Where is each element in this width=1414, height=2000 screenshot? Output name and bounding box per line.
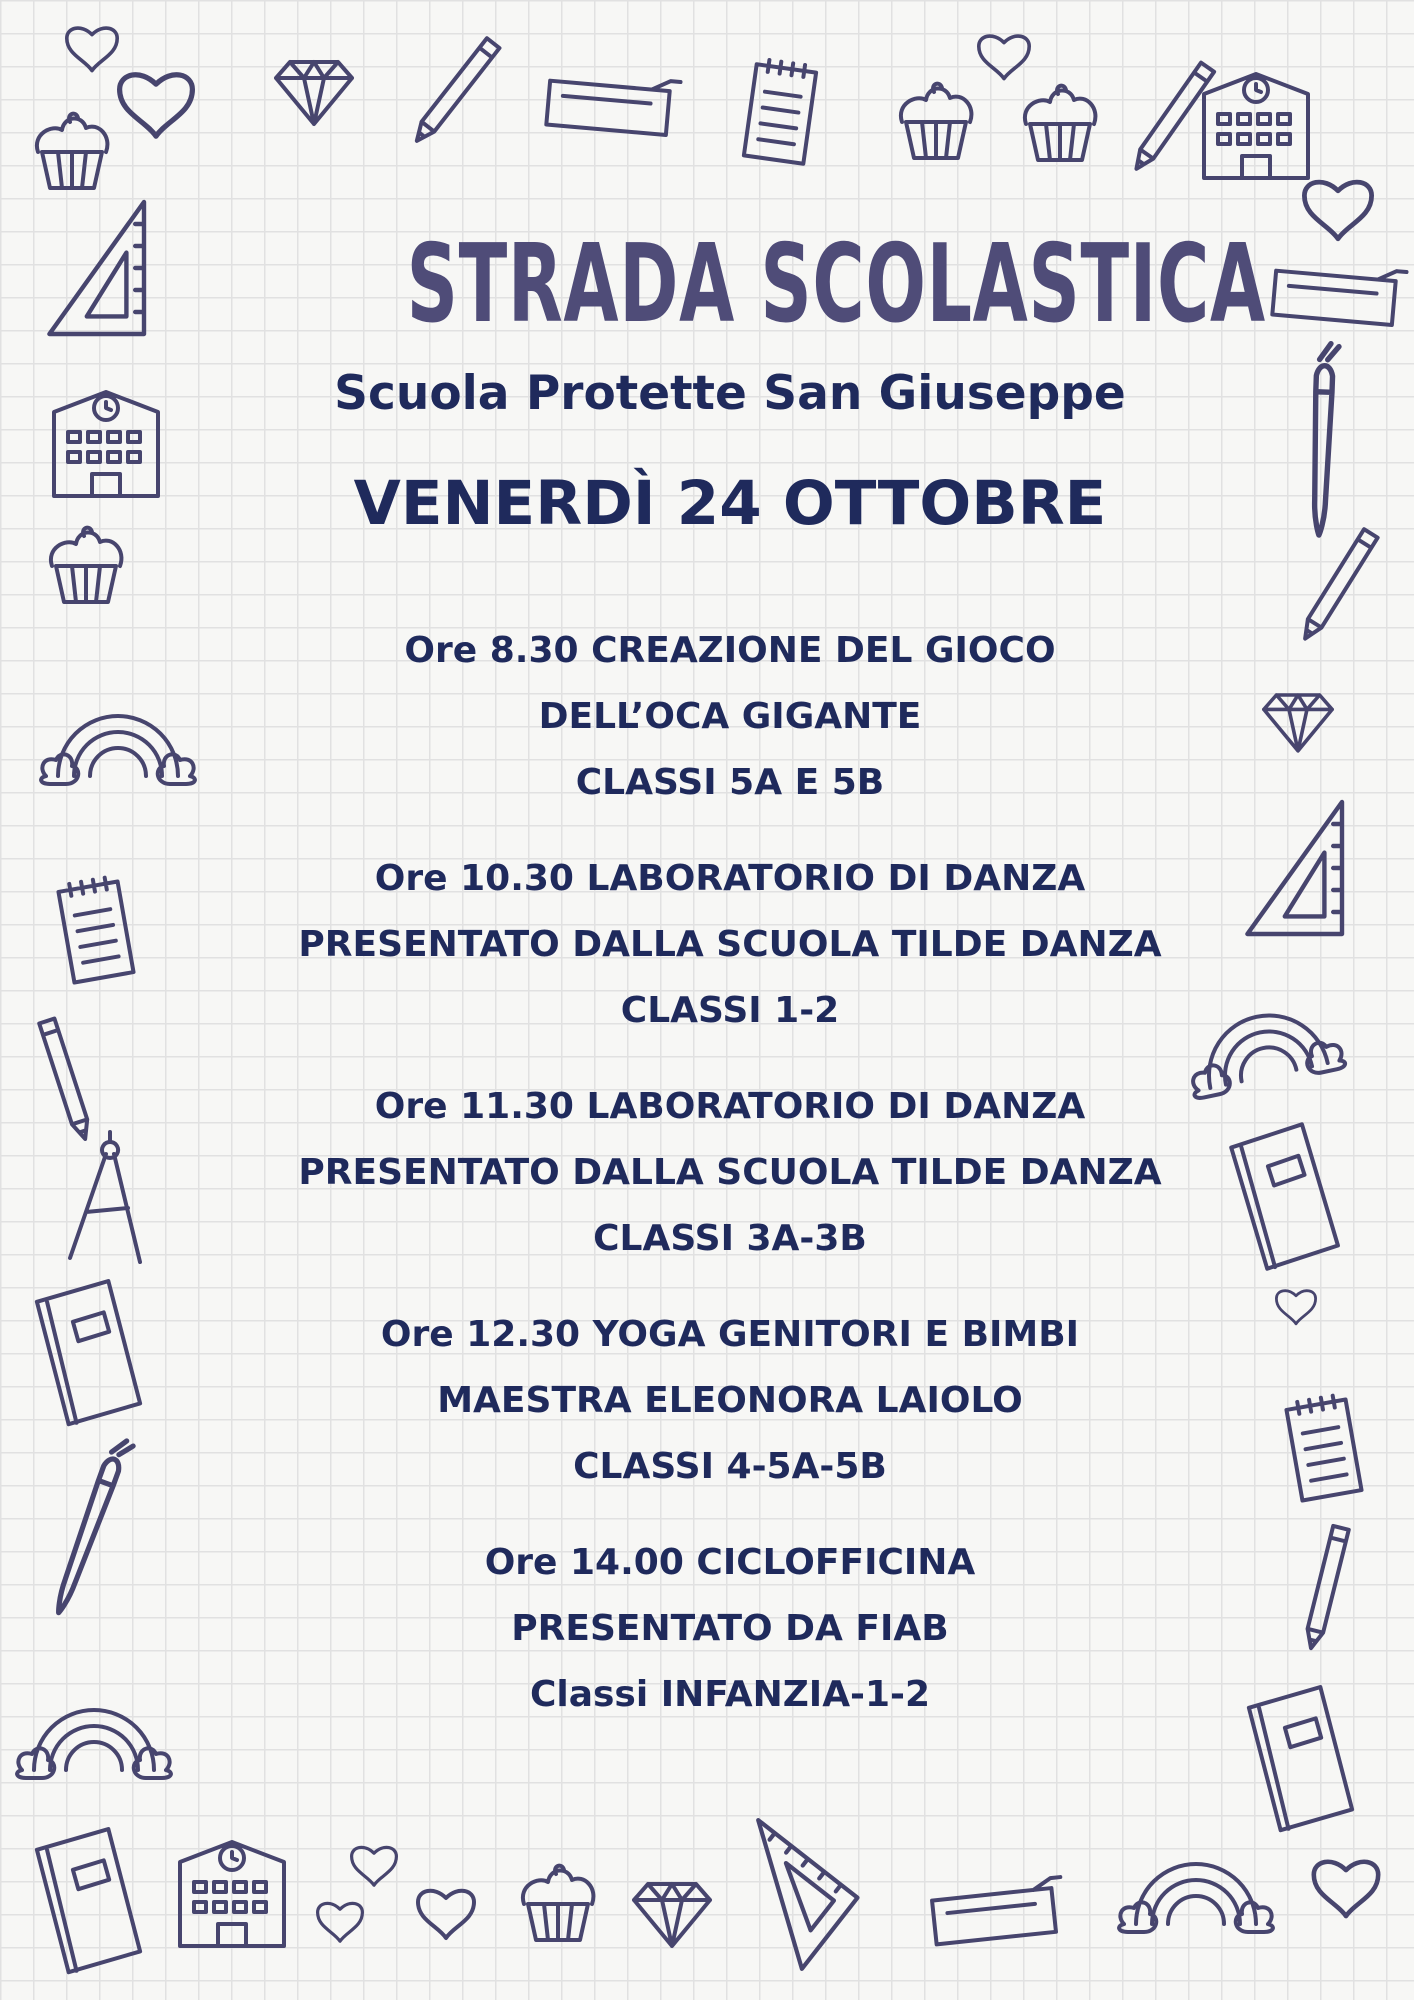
heart-icon bbox=[120, 75, 193, 136]
schedule-line-classes: Classi INFANZIA-1-2 bbox=[529, 1674, 931, 1715]
school-building-icon bbox=[180, 1842, 284, 1946]
notepad-icon bbox=[744, 58, 817, 163]
rainbow-icon bbox=[41, 716, 195, 784]
cupcake-icon bbox=[51, 528, 122, 602]
schedule-line-time-activity: Ore 11.30 LABORATORIO DI DANZA bbox=[374, 1086, 1086, 1127]
set-square-icon bbox=[1247, 802, 1342, 934]
pencil-case-icon bbox=[1272, 261, 1406, 326]
schedule-line-time-activity: Ore 12.30 YOGA GENITORI E BIMBI bbox=[380, 1314, 1080, 1355]
schedule-item bbox=[240, 846, 1220, 1044]
poster-title: STRADA SCOLASTICA bbox=[406, 222, 1266, 347]
school-building-icon bbox=[1204, 74, 1308, 178]
schedule-item bbox=[240, 1302, 1220, 1500]
schedule-item bbox=[240, 1530, 1220, 1728]
schedule-line-time-activity: Ore 14.00 CICLOFFICINA bbox=[484, 1542, 976, 1583]
schedule-line-classes: CLASSI 3A-3B bbox=[593, 1218, 867, 1259]
heart-icon bbox=[67, 28, 117, 71]
schedule-line-time-activity: Ore 8.30 CREAZIONE DEL GIOCO bbox=[404, 630, 1056, 671]
schedule-line-time-activity: Ore 10.30 LABORATORIO DI DANZA bbox=[374, 858, 1086, 899]
cupcake-icon bbox=[523, 1866, 594, 1940]
school-building-icon bbox=[54, 392, 158, 496]
set-square-icon bbox=[703, 1820, 858, 1969]
paintbrush-icon bbox=[51, 1436, 134, 1617]
paintbrush-icon bbox=[1311, 343, 1339, 535]
diamond-icon bbox=[634, 1884, 710, 1946]
pencil-icon bbox=[1130, 63, 1214, 174]
set-square-icon bbox=[49, 202, 144, 334]
pencil-case-icon bbox=[931, 1877, 1066, 1944]
schedule-item bbox=[240, 1074, 1220, 1272]
schedule-line-classes: CLASSI 5A E 5B bbox=[575, 762, 885, 803]
pencil-case-icon bbox=[546, 71, 680, 136]
schedule-line-detail: PRESENTATO DA FIAB bbox=[511, 1608, 949, 1649]
notebook-icon bbox=[35, 1279, 141, 1426]
cupcake-icon bbox=[1025, 86, 1096, 160]
notepad-icon bbox=[1285, 1394, 1361, 1501]
cupcake-icon bbox=[901, 84, 972, 158]
pencil-icon bbox=[1303, 1526, 1349, 1650]
rainbow-icon bbox=[17, 1710, 171, 1778]
notepad-icon bbox=[57, 876, 133, 983]
poster-content bbox=[240, 220, 1266, 1758]
notebook-icon bbox=[1247, 1685, 1353, 1832]
heart-icon bbox=[352, 1847, 397, 1885]
heart-icon bbox=[1314, 1862, 1378, 1916]
schedule bbox=[240, 618, 1220, 1728]
schedule-line-detail: PRESENTATO DALLA SCUOLA TILDE DANZA bbox=[298, 1152, 1162, 1193]
heart-icon bbox=[418, 1891, 474, 1938]
compass-icon bbox=[70, 1132, 140, 1262]
notebook-icon bbox=[35, 1827, 141, 1974]
rainbow-icon bbox=[1119, 1864, 1273, 1932]
schedule-item bbox=[240, 618, 1220, 816]
heart-icon bbox=[979, 36, 1029, 79]
pencil-icon bbox=[39, 1019, 93, 1142]
event-date: VENERDÌ 24 OTTOBRE bbox=[353, 468, 1107, 539]
notebook-icon bbox=[1230, 1122, 1340, 1271]
schedule-line-detail: PRESENTATO DALLA SCUOLA TILDE DANZA bbox=[298, 924, 1162, 965]
schedule-line-classes: CLASSI 4-5A-5B bbox=[573, 1446, 887, 1487]
schedule-line-detail: DELL’OCA GIGANTE bbox=[538, 696, 922, 737]
heart-icon bbox=[1304, 182, 1371, 239]
heart-icon bbox=[318, 1903, 363, 1941]
pencil-icon bbox=[411, 38, 500, 146]
schedule-line-classes: CLASSI 1-2 bbox=[620, 990, 840, 1031]
cupcake-icon bbox=[37, 114, 108, 188]
school-name: Scuola Protette San Giuseppe bbox=[334, 366, 1126, 421]
pencil-icon bbox=[1298, 529, 1377, 643]
schedule-line-detail: MAESTRA ELEONORA LAIOLO bbox=[437, 1380, 1023, 1421]
diamond-icon bbox=[1264, 695, 1332, 751]
heart-icon bbox=[1276, 1291, 1315, 1324]
diamond-icon bbox=[276, 62, 352, 124]
